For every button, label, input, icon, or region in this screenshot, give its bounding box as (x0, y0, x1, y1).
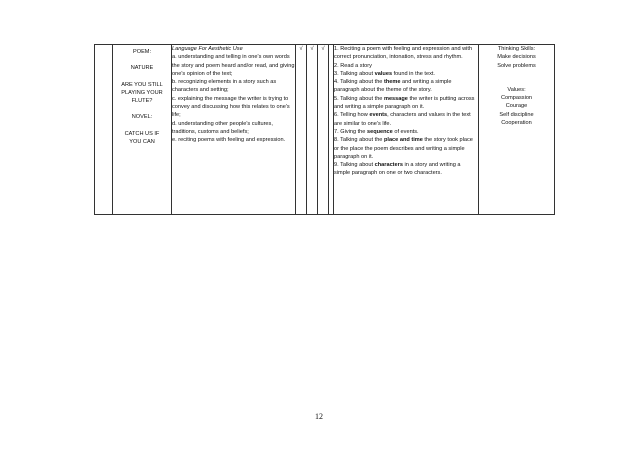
poem-title: NATURE (130, 65, 154, 72)
focus-line: e. reciting poems with feeling and expression. (172, 137, 286, 144)
skills-cell (334, 45, 479, 215)
focus-line: b. recognizing elements in a story such as characters and setting; (172, 79, 277, 94)
skill-item: 1. Reciting a poem with feeling and expression and with correct pronunciation, intonation, stress and rhythm. (334, 46, 473, 61)
tick-cell: √ (296, 45, 307, 215)
focus-line: d. understanding other people's cultures, traditions, customs and beliefs; (172, 120, 273, 135)
skill-item: 6. Telling how events, characters and values in the text are similar to one's life. (334, 112, 471, 127)
topic-cell (113, 45, 172, 215)
focus-title: Language For Aesthetic Use (172, 46, 243, 52)
value-item: Cooperation (501, 120, 532, 127)
value-item: Compassion (500, 95, 533, 102)
values-title: Values: (507, 86, 526, 93)
focus-line: c. explaining the message the writer is trying to convey and discussing how this relates to one's life; (172, 95, 290, 119)
value-item: Courage (505, 103, 528, 110)
values-cell (479, 45, 555, 215)
novel-label: NOVEL: (131, 114, 153, 121)
thinking-skill-item: Solve problems (497, 62, 536, 69)
syllabus-table (94, 44, 555, 215)
poem-label: POEM: (132, 49, 152, 55)
table-row (95, 45, 555, 215)
skill-item: 9. Talking about characters in a story and writing a simple paragraph on one or two characters. (334, 162, 461, 177)
empty-cell (95, 45, 113, 215)
skill-item: 5. Talking about the message the writer is putting across and writing a simple paragraph on it. (334, 95, 475, 111)
tick-cell: √ (318, 45, 329, 215)
thinking-skills-title: Thinking Skills: (497, 46, 536, 52)
page-number: 12 (315, 412, 323, 421)
novel-title: CATCH US IF YOU CAN (124, 130, 160, 146)
skill-item: 8. Talking about the place and time the story took place or the place the poem describes and writing a simple paragraph on it. (334, 137, 473, 160)
skill-item: 2. Read a story (334, 62, 372, 69)
focus-line: a. understanding and telling in one's own words the story and poem heard and/or read, and giving one's opinion of the text; (172, 54, 295, 77)
skill-item: 3. Talking about values found in the text. (334, 70, 435, 77)
learning-focus-cell (172, 45, 296, 215)
value-item: Self discipline (499, 111, 534, 118)
tick-cell: √ (307, 45, 318, 215)
skill-item: 4. Talking about the theme and writing a simple paragraph about the theme of the story. (334, 79, 452, 94)
poem2-title: ARE YOU STILL PLAYING YOUR FLUTE? (121, 81, 163, 105)
skill-item: 7. Giving the sequence of events. (334, 128, 419, 135)
thinking-skill-item: Make decisions (497, 54, 536, 61)
